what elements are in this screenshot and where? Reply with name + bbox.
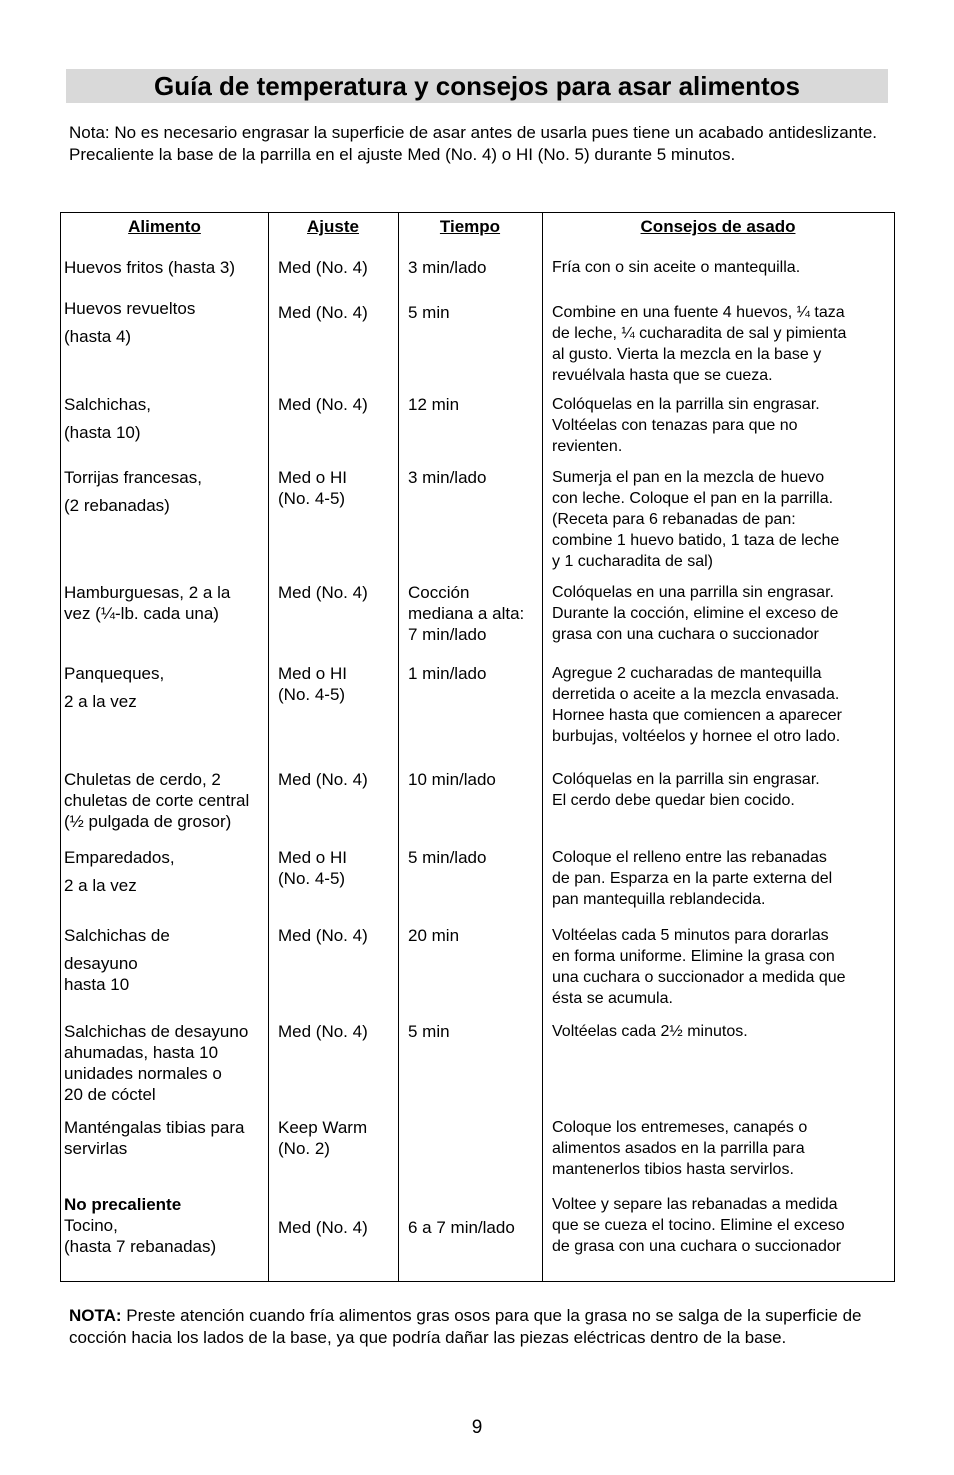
cell-time bbox=[408, 1217, 515, 1238]
cell-line: Torrijas francesas, bbox=[64, 468, 202, 487]
cell-line: pan mantequilla reblandecida. bbox=[552, 891, 766, 908]
cell-time bbox=[408, 394, 459, 415]
cell-food bbox=[64, 257, 235, 278]
header-setting: Ajuste bbox=[307, 217, 359, 236]
cell-line: 7 min/lado bbox=[408, 625, 487, 644]
cell-line: que se cueza el tocino. Elimine el exceso bbox=[552, 1217, 845, 1234]
cell-line: Fría con o sin aceite o mantequilla. bbox=[552, 259, 801, 276]
cell-line: Salchichas de bbox=[64, 926, 170, 945]
cell-line: Med o HI bbox=[278, 468, 347, 487]
cell-line: Med o HI bbox=[278, 664, 347, 683]
cell-time bbox=[408, 467, 486, 488]
cell-line: (hasta 4) bbox=[64, 327, 132, 346]
cell-line: (No. 4-5) bbox=[278, 685, 346, 704]
cell-setting bbox=[278, 467, 347, 509]
cell-food bbox=[64, 925, 170, 995]
cell-line: 12 min bbox=[408, 395, 460, 414]
cell-line: combine 1 huevo batido, 1 taza de leche bbox=[552, 532, 840, 549]
cell-setting bbox=[278, 847, 347, 889]
cell-line: mediana a alta: bbox=[408, 604, 525, 623]
cell-line: burbujas, voltéelos y hornee el otro lado. bbox=[552, 728, 841, 745]
cell-line: Durante la cocción, elimine el exceso de bbox=[552, 605, 839, 622]
cell-line: Med (No. 4) bbox=[278, 926, 368, 945]
cell-setting bbox=[278, 663, 347, 705]
cell-food bbox=[64, 769, 249, 832]
cell-line: Keep Warm bbox=[278, 1118, 368, 1137]
cell-line: 2 a la vez bbox=[64, 692, 137, 711]
cell-line: Panqueques, bbox=[64, 664, 165, 683]
cell-time bbox=[408, 925, 459, 946]
cell-line: vez (¼-lb. cada una) bbox=[64, 604, 219, 623]
cell-line: (2 rebanadas) bbox=[64, 496, 170, 515]
cell-line: una cuchara o succionador a medida que bbox=[552, 969, 846, 986]
cell-line: Coloque el relleno entre las rebanadas bbox=[552, 849, 827, 866]
cell-line: Colóquelas en la parrilla sin engrasar. bbox=[552, 396, 820, 413]
cell-line: (No. 2) bbox=[278, 1139, 330, 1158]
cell-line: y 1 cucharadita de sal) bbox=[552, 553, 713, 570]
cell-tips bbox=[552, 582, 838, 645]
cell-line: Hornee hasta que comiencen a aparecer bbox=[552, 707, 842, 724]
cell-line: con leche. Coloque el pan en la parrilla. bbox=[552, 490, 834, 507]
cell-line: (No. 4-5) bbox=[278, 869, 346, 888]
cell-food bbox=[64, 847, 175, 896]
page-number: 9 bbox=[471, 1417, 483, 1438]
cell-line: 6 a 7 min/lado bbox=[408, 1218, 515, 1237]
cell-line: Huevos revueltos bbox=[64, 299, 196, 318]
cell-line: Colóquelas en la parrilla sin engrasar. bbox=[552, 771, 820, 788]
cell-line: Voltee y separe las rebanadas a medida bbox=[552, 1196, 838, 1213]
cell-line: Hamburguesas, 2 a la bbox=[64, 583, 231, 602]
cell-line: Med (No. 4) bbox=[278, 1022, 368, 1041]
cell-line: al gusto. Vierta la mezcla en la base y bbox=[552, 346, 822, 363]
cell-line: 1 min/lado bbox=[408, 664, 487, 683]
cell-tips bbox=[552, 1117, 807, 1180]
cell-time bbox=[408, 257, 486, 278]
cell-time bbox=[408, 1021, 450, 1042]
title-bar bbox=[66, 69, 888, 103]
cell-line: 3 min/lado bbox=[408, 258, 487, 277]
cell-setting bbox=[278, 1217, 368, 1238]
cell-line: Chuletas de cerdo, 2 bbox=[64, 770, 221, 789]
cell-line: de pan. Esparza en la parte externa del bbox=[552, 870, 833, 887]
cell-line: 20 min bbox=[408, 926, 460, 945]
cell-tips bbox=[552, 663, 842, 747]
caution-note bbox=[69, 1305, 899, 1349]
cell-line: Cocción bbox=[408, 583, 470, 602]
cell-line: Voltéelas con tenazas para que no bbox=[552, 417, 798, 434]
column-divider bbox=[542, 213, 543, 1281]
caution-text: Preste atención cuando fría alimentos gras osos para que la grasa no se salga de la superficie de cocción hacia los lados de la base, ya que podría dañar las piezas eléctricas dentro de la base. bbox=[69, 1306, 862, 1347]
cell-line: Voltéelas cada 5 minutos para dorarlas bbox=[552, 927, 829, 944]
column-divider bbox=[268, 213, 269, 1281]
cell-tips bbox=[552, 769, 820, 811]
cell-tips bbox=[552, 847, 832, 910]
page-title: Guía de temperatura y consejos para asar alimentos bbox=[154, 71, 800, 101]
cell-line: Med (No. 4) bbox=[278, 258, 368, 277]
cell-setting bbox=[278, 769, 368, 790]
cell-line: (hasta 7 rebanadas) bbox=[64, 1237, 217, 1256]
cell-line: ésta se acumula. bbox=[552, 990, 673, 1007]
cell-line: Huevos fritos (hasta 3) bbox=[64, 258, 236, 277]
cell-line: 5 min bbox=[408, 1022, 450, 1041]
header-time: Tiempo bbox=[439, 217, 501, 236]
cell-line: Salchichas, bbox=[64, 395, 151, 414]
header-food: Alimento bbox=[128, 217, 201, 236]
cell-food bbox=[64, 1194, 216, 1257]
cell-line: Colóquelas en una parrilla sin engrasar. bbox=[552, 584, 834, 601]
cell-line: (No. 4-5) bbox=[278, 489, 346, 508]
cell-line: alimentos asados en la parrilla para bbox=[552, 1140, 805, 1157]
cell-line: desayuno bbox=[64, 954, 138, 973]
cell-tips bbox=[552, 394, 820, 457]
cell-line: 20 de cóctel bbox=[64, 1085, 156, 1104]
cell-setting bbox=[278, 302, 368, 323]
cell-line: Med (No. 4) bbox=[278, 770, 368, 789]
cell-food bbox=[64, 582, 230, 624]
cell-line: Med (No. 4) bbox=[278, 583, 368, 602]
cell-line: revuélvala hasta que se cueza. bbox=[552, 367, 773, 384]
cell-setting bbox=[278, 925, 368, 946]
cell-line: 10 min/lado bbox=[408, 770, 496, 789]
intro-note: Nota: No es necesario engrasar la superficie de asar antes de usarla pues tiene un acabado antideslizante. Precaliente la base de la parrilla en el ajuste Med (No. 4) o HI (No. 5) durante 5 minutos. bbox=[69, 123, 878, 164]
cell-food bbox=[64, 1117, 245, 1159]
cell-line: Combine en una fuente 4 huevos, ¼ taza bbox=[552, 304, 845, 321]
cell-line: Med (No. 4) bbox=[278, 395, 368, 414]
cell-line: Manténgalas tibias para bbox=[64, 1118, 245, 1137]
cell-line: Med (No. 4) bbox=[278, 1218, 368, 1237]
cell-tips bbox=[552, 1021, 748, 1042]
cell-line: grasa con una cuchara o succionador bbox=[552, 626, 819, 643]
cell-food bbox=[64, 298, 195, 347]
cell-setting bbox=[278, 257, 368, 278]
cell-line: Salchichas de desayuno bbox=[64, 1022, 249, 1041]
cell-time bbox=[408, 302, 450, 323]
cell-line-bold: No precaliente bbox=[64, 1195, 182, 1214]
cell-line: Agregue 2 cucharadas de mantequilla bbox=[552, 665, 822, 682]
cell-line: El cerdo debe quedar bien cocido. bbox=[552, 792, 795, 809]
cell-line: 3 min/lado bbox=[408, 468, 487, 487]
cell-line: Emparedados, bbox=[64, 848, 175, 867]
cell-line: Med (No. 4) bbox=[278, 303, 368, 322]
column-divider bbox=[398, 213, 399, 1281]
cell-line: Voltéelas cada 2½ minutos. bbox=[552, 1023, 748, 1040]
cell-time bbox=[408, 769, 496, 790]
cell-line: unidades normales o bbox=[64, 1064, 222, 1083]
cell-food bbox=[64, 1021, 248, 1105]
cell-setting bbox=[278, 1021, 368, 1042]
cell-line: de grasa con una cuchara o succionador bbox=[552, 1238, 842, 1255]
cell-line: Tocino, bbox=[64, 1216, 118, 1235]
cell-line: revienten. bbox=[552, 438, 623, 455]
cell-time bbox=[408, 663, 486, 684]
cell-tips bbox=[552, 302, 846, 386]
cell-time bbox=[408, 582, 524, 645]
cell-setting bbox=[278, 394, 368, 415]
cell-line: Sumerja el pan en la mezcla de huevo bbox=[552, 469, 825, 486]
cell-line: servirlas bbox=[64, 1139, 128, 1158]
cell-food bbox=[64, 663, 164, 712]
caution-label: NOTA: bbox=[69, 1306, 122, 1325]
cell-line: (hasta 10) bbox=[64, 423, 141, 442]
cell-setting bbox=[278, 582, 368, 603]
cell-line: de leche, ¼ cucharadita de sal y pimienta bbox=[552, 325, 847, 342]
cell-line: Med o HI bbox=[278, 848, 347, 867]
cell-food bbox=[64, 394, 151, 443]
cell-tips bbox=[552, 257, 800, 278]
cell-line: (½ pulgada de grosor) bbox=[64, 812, 232, 831]
cell-line: (Receta para 6 rebanadas de pan: bbox=[552, 511, 796, 528]
cell-line: 2 a la vez bbox=[64, 876, 137, 895]
header-tips: Consejos de asado bbox=[640, 217, 796, 236]
cell-line: 5 min/lado bbox=[408, 848, 487, 867]
cell-tips bbox=[552, 925, 846, 1009]
cell-line: en forma uniforme. Elimine la grasa con bbox=[552, 948, 835, 965]
cell-line: derretida o aceite a la mezcla envasada. bbox=[552, 686, 840, 703]
cell-tips bbox=[552, 467, 839, 572]
cell-tips bbox=[552, 1194, 845, 1257]
cell-line: chuletas de corte central bbox=[64, 791, 250, 810]
cell-setting bbox=[278, 1117, 367, 1159]
cell-line: hasta 10 bbox=[64, 975, 130, 994]
cell-line: mantenerlos tibios hasta servirlos. bbox=[552, 1161, 794, 1178]
cell-line: Coloque los entremeses, canapés o bbox=[552, 1119, 808, 1136]
cell-line: ahumadas, hasta 10 bbox=[64, 1043, 219, 1062]
cell-line: 5 min bbox=[408, 303, 450, 322]
cell-time bbox=[408, 847, 486, 868]
cell-food bbox=[64, 467, 202, 516]
